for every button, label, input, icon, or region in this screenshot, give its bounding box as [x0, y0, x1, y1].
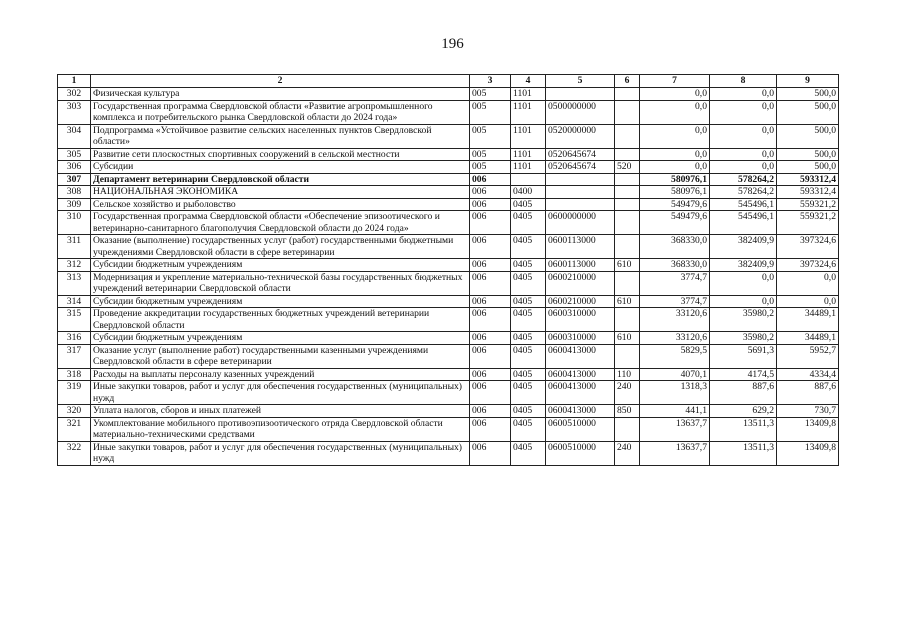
row-target-code: 0500000000: [546, 100, 615, 124]
row-section-code: 0400: [511, 186, 546, 199]
table-row: [58, 211, 839, 235]
row-admin-code: 006: [470, 405, 511, 418]
table-row: [58, 148, 839, 161]
row-name: Развитие сети плоскостных спортивных сооружений в сельской местности: [91, 148, 470, 161]
row-number: 310: [58, 211, 91, 235]
row-amount-col-7: 1318,3: [640, 381, 710, 405]
row-expense-type: 240: [615, 381, 640, 405]
row-name: Оказание услуг (выполнение работ) государственными казенными учреждениями Свердловской области в сфере ветеринарии: [91, 344, 470, 368]
row-name: Расходы на выплаты персоналу казенных учреждений: [91, 368, 470, 381]
row-expense-type: [615, 235, 640, 259]
row-expense-type: 850: [615, 405, 640, 418]
header-col-4: 4: [511, 75, 546, 88]
row-name: Проведение аккредитации государственных бюджетных учреждений ветеринарии Свердловской области: [91, 308, 470, 332]
row-expense-type: [615, 186, 640, 199]
row-target-code: 0520000000: [546, 124, 615, 148]
row-amount-col-9: 4334,4: [777, 368, 839, 381]
row-name: Субсидии бюджетным учреждениям: [91, 295, 470, 308]
row-admin-code: 006: [470, 381, 511, 405]
row-amount-col-8: 5691,3: [710, 344, 777, 368]
row-target-code: 0600413000: [546, 405, 615, 418]
row-amount-col-9: 13409,8: [777, 417, 839, 441]
row-expense-type: [615, 100, 640, 124]
row-number: 311: [58, 235, 91, 259]
row-amount-col-8: 4174,5: [710, 368, 777, 381]
row-number: 309: [58, 198, 91, 211]
row-name: Государственная программа Свердловской области «Обеспечение эпизоотического и ветеринарно-санитарного благополучия Свердловской области до 2024 года»: [91, 211, 470, 235]
table-row: [58, 88, 839, 101]
row-amount-col-7: 0,0: [640, 88, 710, 101]
row-amount-col-7: 3774,7: [640, 295, 710, 308]
row-section-code: 0405: [511, 417, 546, 441]
row-target-code: [546, 88, 615, 101]
row-name: Субсидии бюджетным учреждениям: [91, 259, 470, 272]
row-admin-code: 006: [470, 308, 511, 332]
row-admin-code: 006: [470, 173, 511, 186]
row-amount-col-8: 13511,3: [710, 417, 777, 441]
table-row: [58, 161, 839, 174]
row-section-code: 0405: [511, 381, 546, 405]
row-amount-col-8: 0,0: [710, 295, 777, 308]
row-name: Иные закупки товаров, работ и услуг для обеспечения государственных (муниципальных) нужд: [91, 381, 470, 405]
row-amount-col-8: 382409,9: [710, 235, 777, 259]
row-amount-col-7: 3774,7: [640, 271, 710, 295]
row-amount-col-9: 500,0: [777, 148, 839, 161]
row-number: 303: [58, 100, 91, 124]
row-section-code: 0405: [511, 332, 546, 345]
row-expense-type: [615, 124, 640, 148]
header-col-3: 3: [470, 75, 511, 88]
row-section-code: 0405: [511, 441, 546, 465]
row-expense-type: [615, 417, 640, 441]
row-name: Иные закупки товаров, работ и услуг для обеспечения государственных (муниципальных) нужд: [91, 441, 470, 465]
row-target-code: 0600510000: [546, 417, 615, 441]
row-target-code: 0600113000: [546, 259, 615, 272]
row-section-code: 0405: [511, 344, 546, 368]
table-row: [58, 332, 839, 345]
row-target-code: [546, 173, 615, 186]
row-amount-col-8: 629,2: [710, 405, 777, 418]
row-amount-col-8: 887,6: [710, 381, 777, 405]
table-row: [58, 417, 839, 441]
row-target-code: 0600413000: [546, 344, 615, 368]
row-number: 307: [58, 173, 91, 186]
row-target-code: [546, 198, 615, 211]
row-section-code: 1101: [511, 148, 546, 161]
row-number: 320: [58, 405, 91, 418]
row-number: 305: [58, 148, 91, 161]
row-amount-col-9: 730,7: [777, 405, 839, 418]
row-section-code: 0405: [511, 211, 546, 235]
row-amount-col-7: 549479,6: [640, 198, 710, 211]
row-admin-code: 006: [470, 198, 511, 211]
row-amount-col-9: 397324,6: [777, 259, 839, 272]
row-admin-code: 005: [470, 148, 511, 161]
table-row: [58, 344, 839, 368]
row-admin-code: 005: [470, 88, 511, 101]
row-amount-col-7: 368330,0: [640, 235, 710, 259]
row-admin-code: 006: [470, 259, 511, 272]
row-amount-col-8: 578264,2: [710, 186, 777, 199]
row-expense-type: [615, 148, 640, 161]
table-row: [58, 235, 839, 259]
row-number: 319: [58, 381, 91, 405]
header-col-8: 8: [710, 75, 777, 88]
row-target-code: 0600000000: [546, 211, 615, 235]
page-number: 196: [441, 36, 464, 52]
row-amount-col-9: 500,0: [777, 88, 839, 101]
row-admin-code: 006: [470, 344, 511, 368]
table-row: [58, 271, 839, 295]
row-section-code: 1101: [511, 100, 546, 124]
row-admin-code: 006: [470, 295, 511, 308]
row-amount-col-7: 441,1: [640, 405, 710, 418]
row-section-code: 0405: [511, 235, 546, 259]
table-row: [58, 198, 839, 211]
table-body: [58, 88, 839, 466]
table-row: [58, 259, 839, 272]
header-col-9: 9: [777, 75, 839, 88]
row-admin-code: 006: [470, 441, 511, 465]
row-amount-col-9: 500,0: [777, 124, 839, 148]
table-row: [58, 295, 839, 308]
row-amount-col-9: 500,0: [777, 100, 839, 124]
row-amount-col-8: 382409,9: [710, 259, 777, 272]
row-amount-col-7: 33120,6: [640, 308, 710, 332]
table-row: [58, 186, 839, 199]
row-target-code: 0600210000: [546, 295, 615, 308]
row-admin-code: 006: [470, 368, 511, 381]
row-name: Оказание (выполнение) государственных услуг (работ) государственными бюджетными учреждениями Свердловской области в сфере ветеринарии: [91, 235, 470, 259]
row-section-code: 0405: [511, 405, 546, 418]
table-row: [58, 173, 839, 186]
row-amount-col-9: 13409,8: [777, 441, 839, 465]
row-target-code: 0600210000: [546, 271, 615, 295]
row-amount-col-7: 13637,7: [640, 417, 710, 441]
row-amount-col-9: 559321,2: [777, 198, 839, 211]
table-row: [58, 441, 839, 465]
row-amount-col-9: 397324,6: [777, 235, 839, 259]
row-number: 316: [58, 332, 91, 345]
row-amount-col-8: 545496,1: [710, 211, 777, 235]
row-name: Подпрограмма «Устойчивое развитие сельских населенных пунктов Свердловской области»: [91, 124, 470, 148]
row-amount-col-8: 35980,2: [710, 308, 777, 332]
row-number: 317: [58, 344, 91, 368]
row-amount-col-9: 593312,4: [777, 186, 839, 199]
table-row: [58, 381, 839, 405]
row-amount-col-7: 0,0: [640, 148, 710, 161]
row-admin-code: 005: [470, 100, 511, 124]
row-section-code: 1101: [511, 88, 546, 101]
row-amount-col-8: 0,0: [710, 271, 777, 295]
row-number: 314: [58, 295, 91, 308]
row-amount-col-7: 549479,6: [640, 211, 710, 235]
row-target-code: 0600310000: [546, 308, 615, 332]
row-amount-col-8: 0,0: [710, 124, 777, 148]
row-expense-type: 110: [615, 368, 640, 381]
row-expense-type: 240: [615, 441, 640, 465]
row-name: НАЦИОНАЛЬНАЯ ЭКОНОМИКА: [91, 186, 470, 199]
header-col-2: 2: [91, 75, 470, 88]
row-name: Модернизация и укрепление материально-технической базы государственных бюджетных учреждений ветеринарии Свердловской области: [91, 271, 470, 295]
row-number: 318: [58, 368, 91, 381]
row-section-code: 1101: [511, 161, 546, 174]
row-admin-code: 006: [470, 332, 511, 345]
row-name: Департамент ветеринарии Свердловской области: [91, 173, 470, 186]
row-expense-type: 610: [615, 259, 640, 272]
row-section-code: 0405: [511, 308, 546, 332]
row-target-code: 0600113000: [546, 235, 615, 259]
row-name: Уплата налогов, сборов и иных платежей: [91, 405, 470, 418]
table-row: [58, 124, 839, 148]
row-name: Государственная программа Свердловской области «Развитие агропромышленного комплекса и потребительского рынка Свердловской области до 2024 года»: [91, 100, 470, 124]
row-name: Укомплектование мобильного противоэпизоотического отряда Свердловской области материально-техническими средствами: [91, 417, 470, 441]
row-expense-type: [615, 88, 640, 101]
header-col-7: 7: [640, 75, 710, 88]
row-name: Субсидии бюджетным учреждениям: [91, 332, 470, 345]
row-section-code: 0405: [511, 198, 546, 211]
row-expense-type: [615, 271, 640, 295]
row-amount-col-8: 545496,1: [710, 198, 777, 211]
table-row: [58, 100, 839, 124]
row-number: 308: [58, 186, 91, 199]
row-target-code: 0600510000: [546, 441, 615, 465]
row-target-code: [546, 186, 615, 199]
row-amount-col-7: 580976,1: [640, 186, 710, 199]
row-number: 313: [58, 271, 91, 295]
row-amount-col-7: 4070,1: [640, 368, 710, 381]
row-amount-col-9: 593312,4: [777, 173, 839, 186]
row-target-code: 0520645674: [546, 161, 615, 174]
header-col-6: 6: [615, 75, 640, 88]
row-name: Сельское хозяйство и рыболовство: [91, 198, 470, 211]
row-name: Субсидии: [91, 161, 470, 174]
row-expense-type: [615, 198, 640, 211]
row-section-code: 0405: [511, 271, 546, 295]
row-amount-col-8: 0,0: [710, 88, 777, 101]
row-amount-col-9: 887,6: [777, 381, 839, 405]
row-amount-col-9: 34489,1: [777, 308, 839, 332]
row-amount-col-9: 0,0: [777, 295, 839, 308]
row-section-code: 0405: [511, 368, 546, 381]
row-amount-col-9: 0,0: [777, 271, 839, 295]
row-number: 312: [58, 259, 91, 272]
header-col-5: 5: [546, 75, 615, 88]
row-admin-code: 006: [470, 235, 511, 259]
row-amount-col-7: 0,0: [640, 124, 710, 148]
row-admin-code: 006: [470, 271, 511, 295]
header-row: [58, 75, 839, 88]
row-expense-type: [615, 173, 640, 186]
row-amount-col-9: 559321,2: [777, 211, 839, 235]
row-target-code: 0600310000: [546, 332, 615, 345]
row-name: Физическая культура: [91, 88, 470, 101]
row-admin-code: 006: [470, 186, 511, 199]
row-amount-col-7: 580976,1: [640, 173, 710, 186]
row-amount-col-9: 34489,1: [777, 332, 839, 345]
row-section-code: 1101: [511, 124, 546, 148]
row-section-code: 0405: [511, 295, 546, 308]
row-expense-type: 520: [615, 161, 640, 174]
row-amount-col-7: 5829,5: [640, 344, 710, 368]
row-admin-code: 005: [470, 124, 511, 148]
row-amount-col-7: 0,0: [640, 161, 710, 174]
row-amount-col-7: 368330,0: [640, 259, 710, 272]
table-row: [58, 368, 839, 381]
row-expense-type: [615, 211, 640, 235]
row-amount-col-8: 35980,2: [710, 332, 777, 345]
row-expense-type: [615, 344, 640, 368]
row-section-code: 0405: [511, 259, 546, 272]
row-expense-type: [615, 308, 640, 332]
row-amount-col-7: 0,0: [640, 100, 710, 124]
row-amount-col-9: 500,0: [777, 161, 839, 174]
row-expense-type: 610: [615, 295, 640, 308]
row-amount-col-8: 0,0: [710, 100, 777, 124]
row-amount-col-7: 33120,6: [640, 332, 710, 345]
row-amount-col-7: 13637,7: [640, 441, 710, 465]
row-number: 322: [58, 441, 91, 465]
row-target-code: 0600413000: [546, 368, 615, 381]
row-target-code: 0600413000: [546, 381, 615, 405]
row-amount-col-8: 0,0: [710, 161, 777, 174]
row-number: 321: [58, 417, 91, 441]
table-row: [58, 405, 839, 418]
row-amount-col-8: 0,0: [710, 148, 777, 161]
row-admin-code: 006: [470, 417, 511, 441]
row-amount-col-8: 13511,3: [710, 441, 777, 465]
row-number: 304: [58, 124, 91, 148]
header-col-1: 1: [58, 75, 91, 88]
row-number: 302: [58, 88, 91, 101]
budget-table: [57, 74, 839, 466]
row-amount-col-9: 5952,7: [777, 344, 839, 368]
table-row: [58, 308, 839, 332]
row-number: 315: [58, 308, 91, 332]
row-expense-type: 610: [615, 332, 640, 345]
row-number: 306: [58, 161, 91, 174]
row-amount-col-8: 578264,2: [710, 173, 777, 186]
row-admin-code: 005: [470, 161, 511, 174]
row-section-code: [511, 173, 546, 186]
row-target-code: 0520645674: [546, 148, 615, 161]
row-admin-code: 006: [470, 211, 511, 235]
